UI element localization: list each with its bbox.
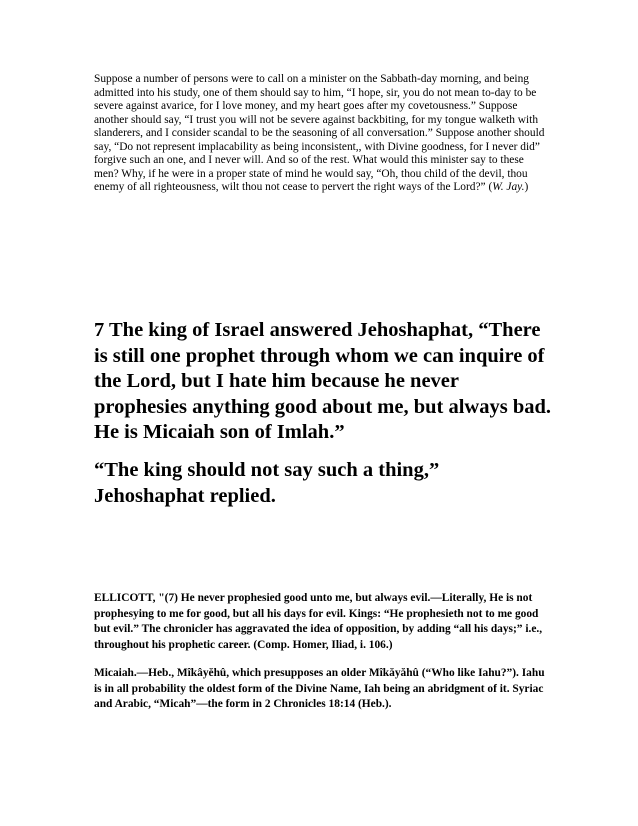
- jay-quote-paragraph: [94, 73, 546, 195]
- ellicott-commentary-paragraph: ELLICOTT, "(7) He never prophesied good unto me, but always evil.—Literally, He is not prophesying to me for good, but all his days for evil. Kings: “He prophesieth not to me good but evil.” The chronicler has aggravated the idea of opposition, by adding “all his days;” i.e., throughout his prophetic career. (Comp. Homer, Iliad, i. 106.): [94, 592, 543, 651]
- micaiah-commentary-paragraph: Micaiah.—Heb., Mîkâyĕhû, which presupposes an older Mîkăyăhû (“Who like Iahu?”). Iahu is in all probability the oldest form of the Divine Name, Iah being an abridgment of it. Syriac and Arabic, “Micah”—the form in 2 Chronicles 18:14 (Heb.).: [94, 667, 545, 711]
- source-close-paren: ): [524, 181, 529, 193]
- jay-quote-text: Suppose a number of persons were to call on a minister on the Sabbath-day morning, and being admitted into his study, one of them should say to him, “I hope, sir, you do not mean to-day to be severe against avarice, for I love money, and my heart goes after my covetousness.” Suppose another should say, “I trust you will not be severe against backbiting, for my tongue walketh with slanderers, and I consider scandal to be the seasoning of all conversation.” Suppose another should say, “Do not represent implacability as being inconsistent,, with Divine goodness, for I never did” forgive such an one, and I never will. And so of the rest. What would this minister say to these men? Why, if he were in a proper state of mind he would say, “Oh, thou child of the devil, thou enemy of all righteousness, wilt thou not cease to pervert the right ways of the Lord?”: [94, 73, 545, 193]
- jehoshaphat-reply: “The king should not say such a thing,” Jehoshaphat replied.: [94, 459, 440, 507]
- quote-source: W. Jay.: [492, 181, 525, 193]
- source-open-paren: (: [488, 181, 493, 193]
- verse-7-text: 7 The king of Israel answered Jehoshaphat, “There is still one prophet through whom we can inquire of the Lord, but I hate him because he never prophesies anything good about me, but always bad. He is Micaiah son of Imlah.”: [94, 319, 551, 444]
